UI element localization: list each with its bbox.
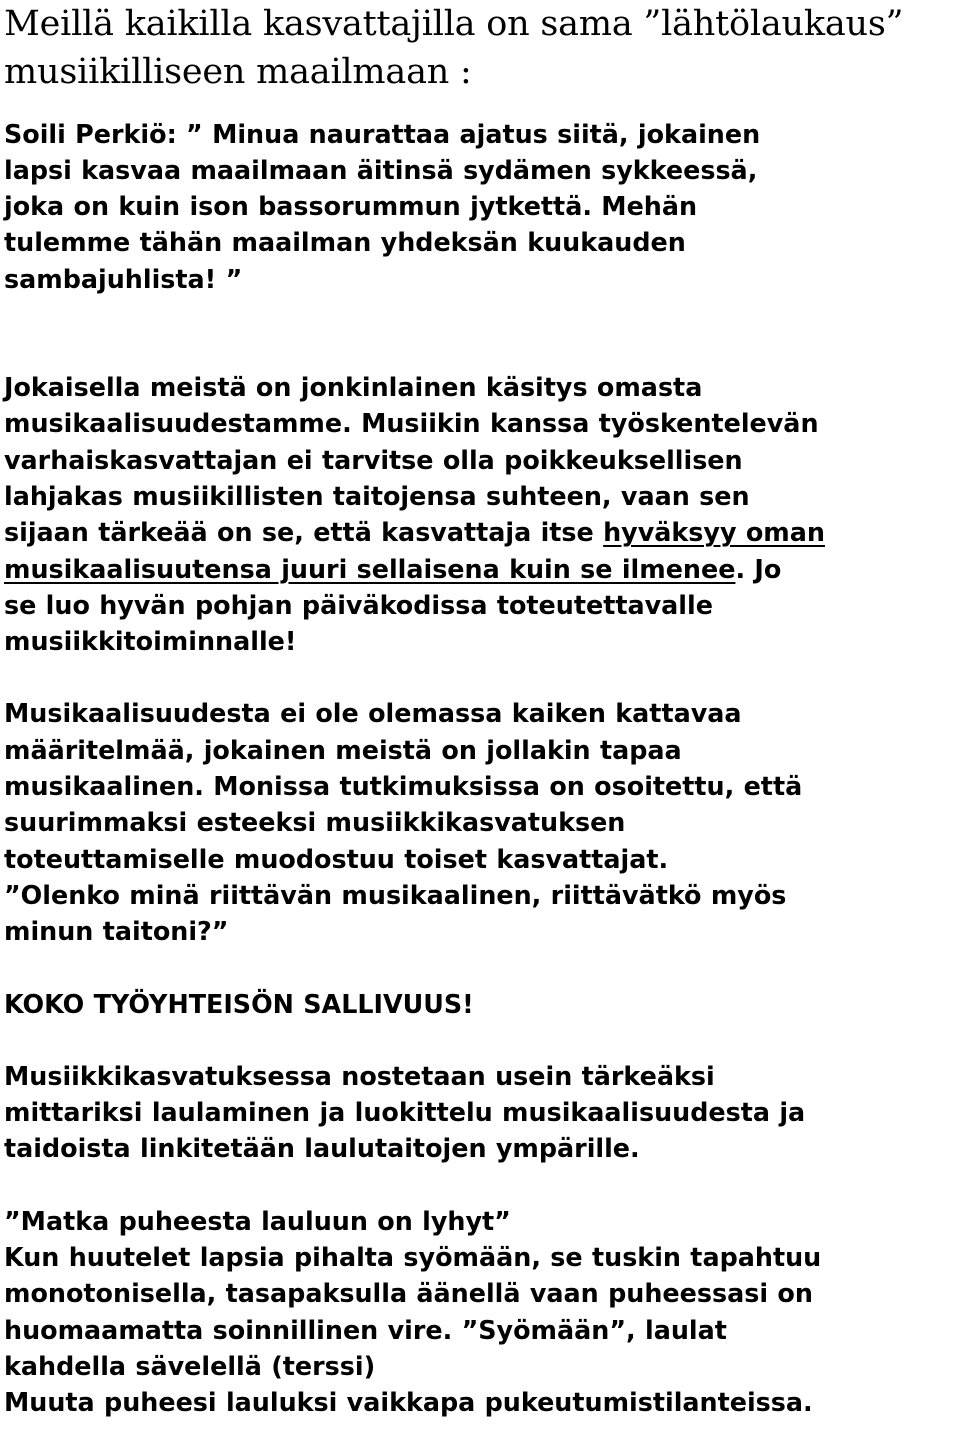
text-line: ”Olenko minä riittävän musikaalinen, riittävätkö myös bbox=[4, 879, 787, 910]
text-line: ”Matka puheesta lauluun on lyhyt” bbox=[4, 1205, 511, 1236]
text-line: Muuta puheesi lauluksi vaikkapa pukeutumistilanteissa. bbox=[4, 1387, 813, 1418]
text-line: toteuttamiselle muodostuu toiset kasvattajat. bbox=[4, 843, 669, 874]
text-line: Musikaalisuudesta ei ole olemassa kaiken kattavaa bbox=[4, 698, 742, 729]
text-line: varhaiskasvattajan ei tarvitse olla poikkeuksellisen bbox=[4, 444, 743, 475]
text-line: minun taitoni?” bbox=[4, 916, 229, 947]
title-line-1: Meillä kaikilla kasvattajilla on sama ”lähtölaukaus” bbox=[4, 4, 904, 44]
paragraph-musicality bbox=[4, 369, 956, 659]
underlined-phrase: hyväksyy oman bbox=[603, 517, 825, 548]
text-line: taidoista linkitetään laulutaitojen ympärille. bbox=[4, 1133, 640, 1164]
text-line: se luo hyvän pohjan päiväkodissa toteutettavalle bbox=[4, 589, 713, 620]
text-line: Kun huutelet lapsia pihalta syömään, se tuskin tapahtuu bbox=[4, 1242, 822, 1273]
text-line: mittariksi laulaminen ja luokittelu musikaalisuudesta ja bbox=[4, 1097, 806, 1128]
paragraph-quote-perkio bbox=[4, 116, 956, 297]
text-line: Jokaisella meistä on jonkinlainen käsitys omasta bbox=[4, 372, 703, 403]
text-line: monotonisella, tasapaksulla äänellä vaan puheessasi on bbox=[4, 1278, 813, 1309]
paragraph-definition bbox=[4, 695, 956, 949]
text-line: Musiikkikasvatuksessa nostetaan usein tärkeäksi bbox=[4, 1060, 715, 1091]
document-page bbox=[4, 0, 956, 1421]
title-line-2: musiikilliseen maailmaan : bbox=[4, 52, 472, 93]
text-line: tulemme tähän maailman yhdeksän kuukauden bbox=[4, 227, 686, 258]
text-line: huomaamatta soinnillinen vire. ”Syömään”, laulat bbox=[4, 1314, 727, 1345]
page-title bbox=[4, 0, 956, 97]
text-line: musikaalisuudestamme. Musiikin kanssa työskentelevän bbox=[4, 408, 819, 439]
text-line: määritelmää, jokainen meistä on jollakin tapaa bbox=[4, 734, 682, 765]
text-line: . Jo bbox=[735, 553, 782, 584]
text-line: kahdella sävelellä (terssi) bbox=[4, 1350, 376, 1381]
paragraph-speech-to-song bbox=[4, 1203, 956, 1421]
text-line: lahjakas musiikillisten taitojensa suhteen, vaan sen bbox=[4, 480, 750, 511]
text-line: sijaan tärkeää on se, että kasvattaja itse bbox=[4, 517, 604, 548]
text-line: Soili Perkiö: ” Minua naurattaa ajatus siitä, jokainen bbox=[4, 118, 761, 149]
underlined-phrase: musikaalisuutensa juuri sellaisena kuin se ilmenee bbox=[4, 553, 736, 584]
text-line: suurimmaksi esteeksi musiikkikasvatuksen bbox=[4, 807, 626, 838]
text-line: joka on kuin ison bassorummun jytkettä. Mehän bbox=[4, 191, 698, 222]
text-line: KOKO TYÖYHTEISÖN SALLIVUUS! bbox=[4, 988, 474, 1019]
paragraph-heading-tolerance bbox=[4, 986, 956, 1022]
paragraph-singing bbox=[4, 1058, 956, 1167]
text-line: musiikkitoiminnalle! bbox=[4, 626, 297, 657]
text-line: lapsi kasvaa maailmaan äitinsä sydämen sykkeessä, bbox=[4, 154, 758, 185]
text-line: musikaalinen. Monissa tutkimuksissa on osoitettu, että bbox=[4, 771, 803, 802]
text-line: sambajuhlista! ” bbox=[4, 263, 243, 294]
